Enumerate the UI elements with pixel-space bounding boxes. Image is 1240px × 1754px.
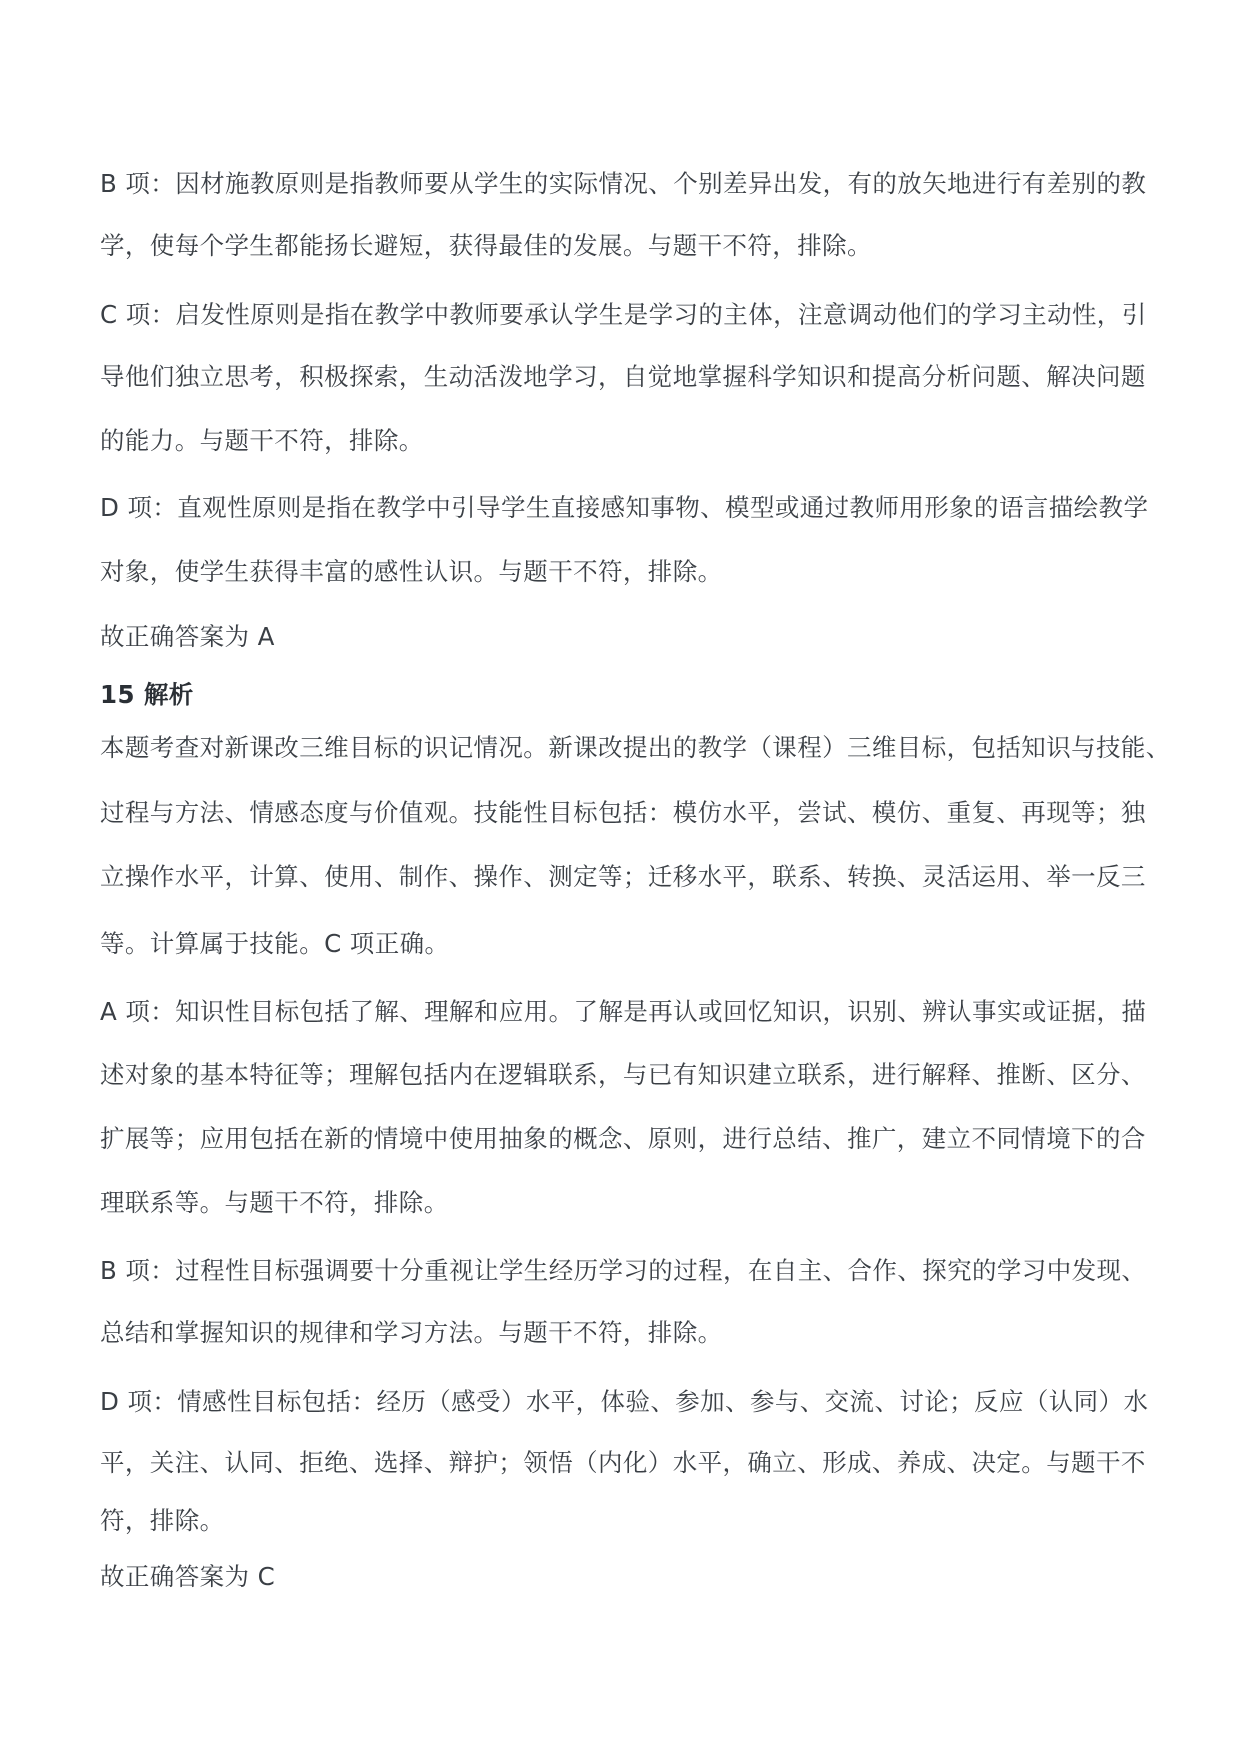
answer-line: 故正确答案为 C <box>100 1562 276 1591</box>
paragraph-line: A 项：知识性目标包括了解、理解和应用。了解是再认或回忆知识，识别、辨认事实或证据，描 <box>100 997 1147 1026</box>
paragraph-line: 符，排除。 <box>100 1506 225 1535</box>
paragraph-line: 过程与方法、情感态度与价值观。技能性目标包括：模仿水平，尝试、模仿、重复、再现等；独 <box>100 798 1146 827</box>
paragraph-line: 述对象的基本特征等；理解包括内在逻辑联系，与已有知识建立联系，进行解释、推断、区分、 <box>100 1060 1146 1089</box>
paragraph-line: B 项：过程性目标强调要十分重视让学生经历学习的过程，在自主、合作、探究的学习中发现、 <box>100 1256 1147 1285</box>
paragraph-line: 对象，使学生获得丰富的感性认识。与题干不符，排除。 <box>100 557 723 586</box>
paragraph-line: 学，使每个学生都能扬长避短，获得最佳的发展。与题干不符，排除。 <box>100 231 872 260</box>
paragraph-line: 理联系等。与题干不符，排除。 <box>100 1188 449 1217</box>
paragraph-line: 导他们独立思考，积极探索，生动活泼地学习，自觉地掌握科学知识和提高分析问题、解决问题 <box>100 362 1146 391</box>
paragraph-line: 平，关注、认同、拒绝、选择、辩护；领悟（内化）水平，确立、形成、养成、决定。与题干不 <box>100 1448 1146 1477</box>
paragraph-line: 扩展等；应用包括在新的情境中使用抽象的概念、原则，进行总结、推广，建立不同情境下的合 <box>100 1124 1146 1153</box>
paragraph-line: 的能力。与题干不符，排除。 <box>100 426 424 455</box>
answer-line: 故正确答案为 A <box>100 622 275 651</box>
paragraph-line: C 项：启发性原则是指在教学中教师要承认学生是学习的主体，注意调动他们的学习主动性，引 <box>100 300 1147 329</box>
paragraph-line: 立操作水平，计算、使用、制作、操作、测定等；迁移水平，联系、转换、灵活运用、举一反三 <box>100 862 1146 891</box>
paragraph-line: 总结和掌握知识的规律和学习方法。与题干不符，排除。 <box>100 1318 723 1347</box>
paragraph-line: 等。计算属于技能。C 项正确。 <box>100 929 450 958</box>
paragraph-line: 本题考查对新课改三维目标的识记情况。新课改提出的教学（课程）三维目标，包括知识与技能、 <box>100 733 1171 762</box>
section-heading: 15 解析 <box>100 680 194 709</box>
paragraph-line: D 项：情感性目标包括：经历（感受）水平，体验、参加、参与、交流、讨论；反应（认同）水 <box>100 1387 1149 1416</box>
paragraph-line: B 项：因材施教原则是指教师要从学生的实际情况、个别差异出发，有的放矢地进行有差别的教 <box>100 169 1147 198</box>
paragraph-line: D 项：直观性原则是指在教学中引导学生直接感知事物、模型或通过教师用形象的语言描绘教学 <box>100 493 1149 522</box>
